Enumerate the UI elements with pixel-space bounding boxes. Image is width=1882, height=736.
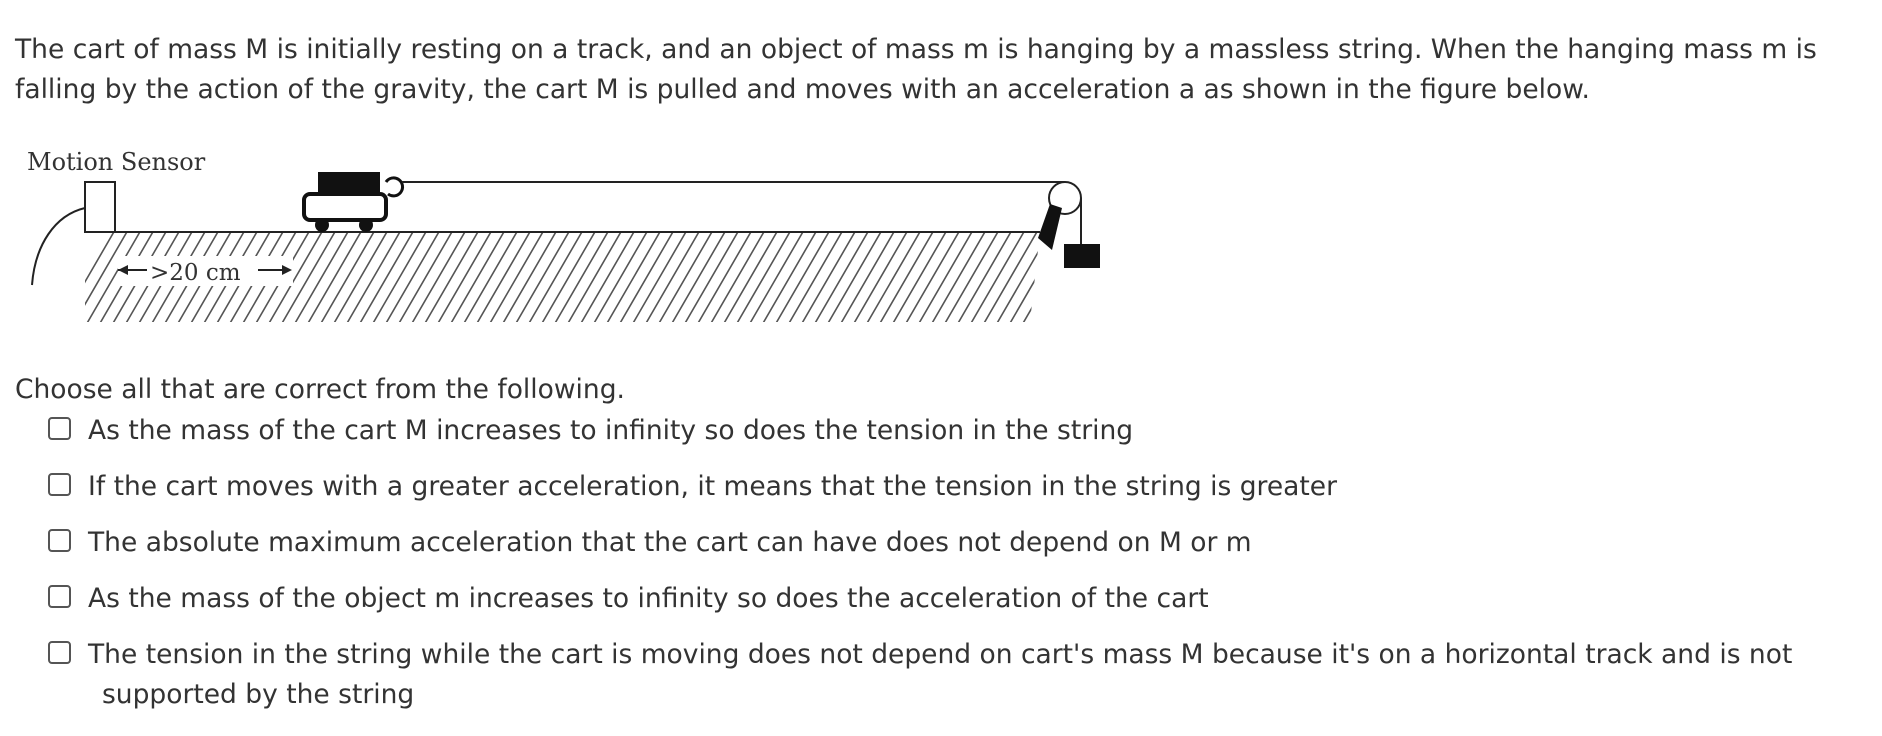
prompt-text: Choose all that are correct from the following. — [15, 374, 625, 405]
sensor-cable — [32, 208, 85, 285]
option-5[interactable] — [48, 635, 1882, 715]
cart-track-figure — [0, 140, 1120, 340]
hanging-mass — [1064, 244, 1100, 268]
symbol-m: m — [1761, 34, 1788, 65]
symbol-m: m — [1225, 527, 1252, 558]
option-1[interactable] — [48, 411, 1882, 451]
checkbox[interactable] — [48, 417, 71, 440]
symbol-M: M — [1158, 527, 1182, 558]
option-text: As the mass of the cart — [88, 415, 405, 446]
option-text: increases to infinity so does the tension in the string — [427, 415, 1134, 446]
option-4[interactable] — [48, 579, 1882, 619]
checkbox[interactable] — [48, 585, 71, 608]
intro-text: is pulled and moves with an acceleration a as shown in the figure below. — [618, 74, 1590, 105]
option-text: The tension in the string while the cart is moving does not depend on cart's mass — [88, 639, 1181, 670]
symbol-M: M — [595, 74, 619, 105]
option-text: or — [1181, 527, 1226, 558]
motion-sensor — [85, 182, 115, 232]
option-text: If the cart moves with a greater acceleration, it means that the tension in the string is greater — [88, 471, 1337, 502]
symbol-M: M — [1180, 639, 1204, 670]
checkbox[interactable] — [48, 529, 71, 552]
option-text: As the mass of the object — [88, 583, 435, 614]
symbol-M: M — [404, 415, 428, 446]
pulley-clamp — [1038, 204, 1062, 250]
option-2[interactable] — [48, 467, 1882, 507]
option-text: because it's on a horizontal track and is not — [1203, 639, 1793, 670]
intro-text: is hanging by a massless string. When the hanging mass — [988, 34, 1762, 65]
distance-label: >20 cm — [150, 260, 241, 286]
symbol-M: M — [245, 34, 269, 65]
checkbox[interactable] — [48, 641, 71, 664]
option-text: The absolute maximum acceleration that the cart can have does not depend on — [88, 527, 1159, 558]
symbol-m: m — [963, 34, 989, 65]
question-intro — [15, 30, 1875, 110]
intro-text: The cart of mass — [15, 34, 246, 65]
option-text-continued: supported by the string — [102, 679, 415, 710]
option-text: increases to infinity so does the acceleration of the cart — [460, 583, 1209, 614]
option-3[interactable] — [48, 523, 1882, 563]
answer-options — [48, 411, 1882, 731]
cart — [304, 172, 403, 232]
intro-text: is falling by the action of the gravity, the cart — [15, 34, 1817, 105]
symbol-m: m — [434, 583, 461, 614]
sensor-label: Motion Sensor — [27, 148, 206, 176]
intro-text: is initially resting on a track, and an object of mass — [268, 34, 964, 65]
checkbox[interactable] — [48, 473, 71, 496]
